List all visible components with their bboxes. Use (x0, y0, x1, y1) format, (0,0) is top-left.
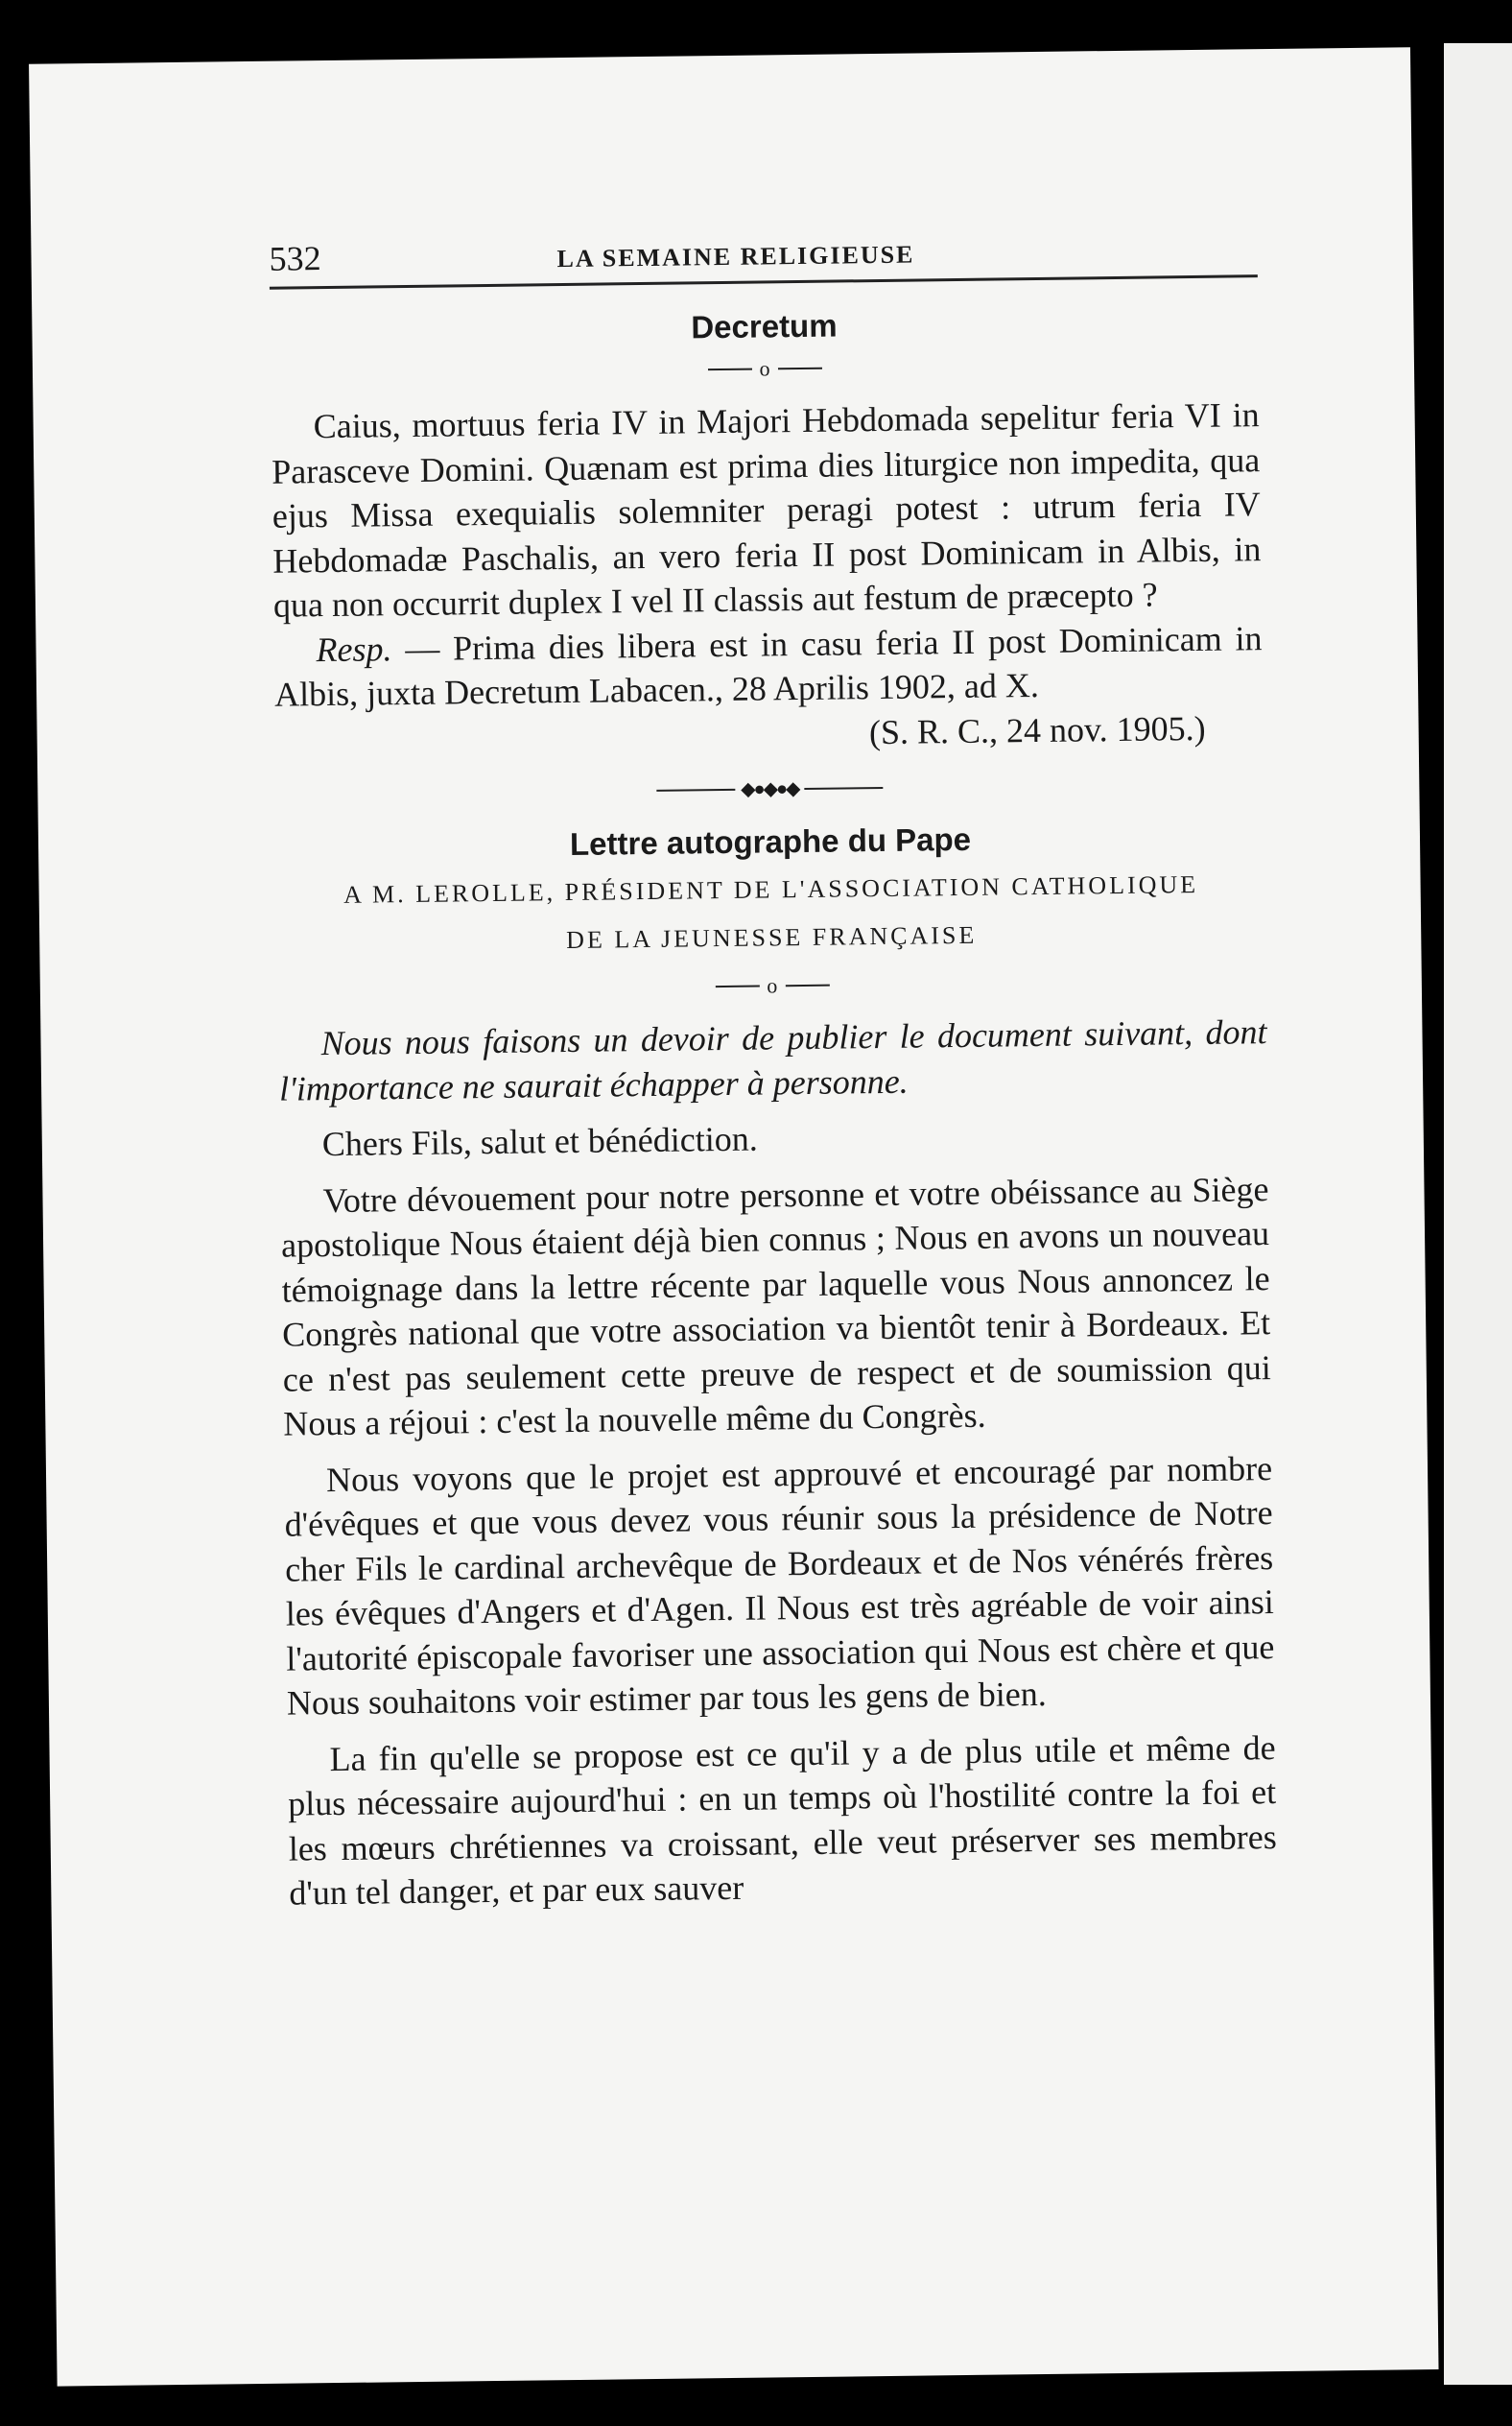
letter-greeting: Chers Fils, salut et bénédiction. (321, 1119, 758, 1164)
separator-circle: o (767, 973, 778, 998)
adjacent-page-edge (1444, 43, 1512, 2385)
ornament-rule-left (656, 788, 735, 791)
ornamental-divider (275, 771, 1264, 807)
page-content (269, 226, 1277, 1915)
running-title: LA SEMAINE RELIGIEUSE (556, 240, 915, 274)
running-header (269, 226, 1258, 290)
editorial-intro: Nous nous faisons un devoir de publier le document suivant, dont l'importance ne saurait échapper à personne. (278, 1012, 1267, 1108)
address-line-2: DE LA JEUNESSE FRANÇAISE (566, 920, 978, 955)
letter-address (276, 860, 1265, 968)
separator-rule-right (777, 368, 821, 370)
separator-rule-right (785, 985, 829, 987)
section-separator (271, 346, 1259, 390)
book-page (29, 47, 1438, 2386)
letter-paragraph-1: Votre dévouement pour notre personne et votre obéissance au Siège apostolique Nous étaient déjà bien connus ; Nous en avons un nouveau témoignage dans la lettre récente par laquelle vous Nous annoncez le Congrès national que votre association va bientôt tenir à Bordeaux. Et ce n'est pas seulement cette preuve de respect et de soumission qui Nous a réjoui : c'est la nouvelle même du Congrès. (280, 1169, 1271, 1443)
letter-paragraph-2: Nous voyons que le projet est approuvé et encouragé par nombre d'évêques et que vous devez vous réunir sous la présidence de Notre cher Fils le cardinal archevêque de Bordeaux et de Nos vénérés frères les évêques d'Angers et d'Agen. Il Nous est très agréable de voir ainsi l'autorité épiscopale favoriser une association qui Nous est chère et que Nous souhaitons voir estimer par tous les gens de bien. (284, 1448, 1275, 1723)
letter-separator (278, 963, 1266, 1007)
response-text: — Prima dies libera est in casu feria II post Dominicam in Albis, juxta Decretum Labacen., 28 Aprilis 1902, ad X. (273, 618, 1263, 714)
section-title-decretum: Decretum (691, 307, 838, 345)
ornament-glyph: ◆●◆●◆ (741, 778, 799, 800)
letter-paragraph-3: La fin qu'elle se propose est ce qu'il y a de plus utile et même de plus nécessaire aujourd'hui : en un temps où l'hostilité contre la foi et les mœurs chrétiennes va croissant, elle veut préserver ses membres d'un tel danger, et par eux sauver (287, 1727, 1277, 1913)
decretum-citation: (S. R. C., 24 nov. 1905.) (868, 708, 1206, 751)
decretum-question-text: Caius, mortuus feria IV in Majori Hebdomada sepelitur feria VI in Parasceve Domini. Quænam est prima dies liturgice non impedita, qua ejus Missa exequialis solemniter peragi potest : utrum feria IV Hebdomadæ Paschalis, an vero feria II post Dominicam in Albis, in qua non occurrit duplex I vel II classis aut festum de præcepto ? (272, 395, 1262, 625)
page-number: 532 (269, 239, 321, 278)
decretum-question (271, 392, 1262, 628)
section-title-lettre: Lettre autographe du Pape (569, 821, 972, 862)
decretum-response (273, 616, 1263, 718)
separator-rule-left (715, 986, 759, 988)
resp-label: Resp. (316, 629, 392, 669)
address-line-1: A M. LEROLLE, PRÉSIDENT DE L'ASSOCIATION CATHOLIQUE (343, 869, 1199, 909)
separator-circle: o (759, 356, 770, 381)
ornament-rule-right (804, 787, 883, 790)
separator-rule-left (707, 369, 751, 371)
